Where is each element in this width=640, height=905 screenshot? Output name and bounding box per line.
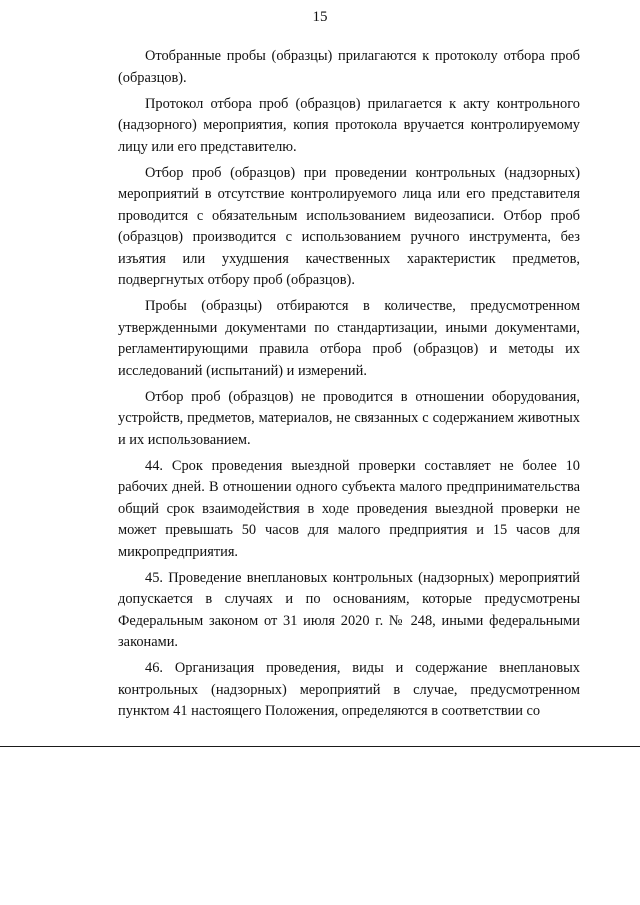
- page-divider-line: [0, 746, 640, 747]
- clause-44-onsite-inspection-term: 44. Срок проведения выездной проверки составляет не более 10 рабочих дней. В отношении одного субъекта малого предпринимательства общий срок взаимодействия в ходе проведения выездной проверки не может превышать 50 часов для малого предприятия и 15 часов для микропредприятия.: [118, 457, 580, 560]
- paragraph-sampling-without-controlled-person: Отбор проб (образцов) при проведении контрольных (надзорных) мероприятий в отсутствие контролируемого лица или его представителя проводится с обязательным использованием видеозаписи. Отбор проб (образцов) производится с использованием ручного инструмента, без изъятия или ухудшения качественных характеристик предметов, подвергнутых отбору проб (образцов).: [118, 164, 580, 288]
- clause-46-organization-of-unscheduled-measures: 46. Организация проведения, виды и содержание внеплановых контрольных (надзорных) мероприятий в случае, предусмотренном пунктом 41 настоящего Положения, определяются в соответствии со: [118, 660, 580, 719]
- paragraph-sampling-protocol: Протокол отбора проб (образцов) прилагается к акту контрольного (надзорного) мероприятия, копия протокола вручается контролируемому лицу или его представителю.: [118, 95, 580, 155]
- clause-45-unscheduled-measures: 45. Проведение внеплановых контрольных (надзорных) мероприятий допускается в случаях и по основаниям, которые предусмотрены Федеральным законом от 31 июля 2020 г. № 248, иными федеральными законами.: [118, 569, 580, 650]
- paragraph-samples-attached: Отобранные пробы (образцы) прилагаются к протоколу отбора проб (образцов).: [118, 48, 580, 86]
- document-body: [118, 46, 580, 727]
- page-number: 15: [312, 9, 328, 25]
- paragraph-sample-quantity: Пробы (образцы) отбираются в количестве, предусмотренном утвержденными документами по стандартизации, иными документами, регламентирующими правила отбора проб (образцов) и методы их исследований (испытаний) и измерений.: [118, 298, 580, 379]
- paragraph-sampling-exclusions: Отбор проб (образцов) не проводится в отношении оборудования, устройств, предметов, материалов, не связанных с содержанием животных и их использованием.: [118, 388, 580, 448]
